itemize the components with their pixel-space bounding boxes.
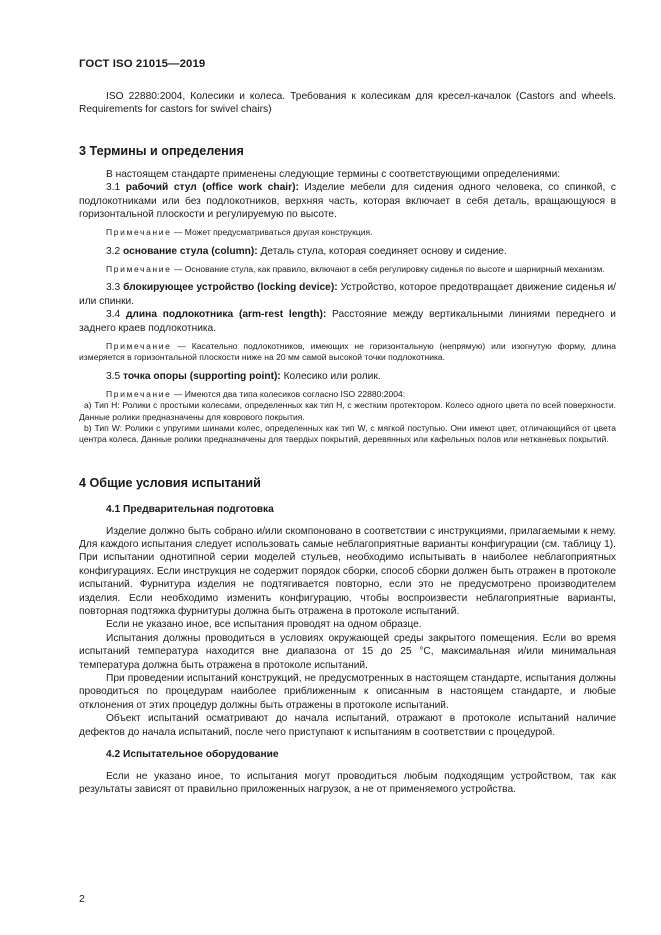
note-3-1 (79, 227, 616, 238)
document-header: ГОСТ ISO 21015—2019 (79, 58, 206, 70)
term-3-2 (79, 245, 616, 258)
term-name: рабочий стул (office work chair): (125, 182, 299, 194)
term-name: основание стула (column): (123, 245, 258, 257)
note-text: — Имеются два типа колесиков согласно ISO 22880:2004: (171, 389, 406, 400)
note-3-5 (79, 389, 616, 400)
term-name: блокирующее устройство (locking device): (123, 282, 338, 294)
note-3-2 (79, 264, 616, 275)
s41-paragraph-5: Объект испытаний осматривают до начала испытаний, отражают в протоколе испытаний наличие дефектов до начала испытаний, после чего приступают к испытаниям в соответствии с процедурой. (79, 713, 616, 738)
term-name: длина подлокотника (arm-rest length): (125, 309, 327, 321)
term-definition: Расстояние между вертикальными линиями переднего и заднего краев подлокотника. (79, 309, 616, 334)
note-text: — Касательно подлокотников, имеющих не горизонтальную (непрямую) или изогнутую форму, длина измеряется в горизонтальной плоскости ниже на 20 мм самой высокой точки подлокотника. (79, 341, 616, 363)
term-definition: Изделие мебели для сидения одного человека, со спинкой, с подлокотниками или без подлокотников, верхняя часть, которая включает в себя деталь, вращающуюся в горизонтальной плоскости и регулируемую по высоте. (79, 182, 616, 221)
note-label: Примечание (106, 264, 172, 275)
term-definition: Колесико или ролик. (280, 370, 381, 382)
term-name: точка опоры (supporting point): (123, 370, 281, 382)
section-4-title: 4 Общие условия испытаний (79, 475, 261, 490)
page-content (79, 90, 616, 797)
s41-paragraph-1: Изделие должно быть собрано и/или скомпоновано в соответствии с инструкциями, прилагаемыми к нему. Для каждого испытания следует использовать самые неблагоприятные варианты конфигурации (см. таблицу 1). При испытании однотипной серии моделей стульев, необходимо испытывать в наиболее неблагоприятных конфигурациях. Если инструкция не содержит порядок сборки, способ сборки должен быть отражен в протоколе испытаний. Фурнитура изделия не подтягивается повторно, если это не предусмотрено производителем изделия. Если необходимо изменить конфигурацию, чтобы воспроизвести неблагоприятные варианты, повторная подтяжка фурнитуры должна быть отражена в протоколе испытаний. (79, 525, 616, 617)
section-3-title: 3 Термины и определения (79, 143, 244, 158)
note-text: — Основание стула, как правило, включают в себя регулировку сиденья по высоте и шарнирный механизм. (171, 264, 605, 275)
term-number: 3.5 (106, 370, 121, 382)
s42-paragraph-1: Если не указано иное, то испытания могут проводиться любым подходящим устройством, так как результаты зависят от правильно приложенных нагрузок, а не от применяемого устройства. (79, 771, 616, 796)
section-3-intro: В настоящем стандарте применены следующие термины с соответствующими определениями: (106, 168, 561, 180)
note-label: Примечание (106, 227, 172, 238)
note-3-5-item-a: а) Тип H: Ролики с простыми колесами, определенных как тип H, с жестким протектором. Колесо одного цвета по всей поверхности. Данные ролики предназначены для коврового покрытия. (79, 400, 616, 422)
term-definition: Деталь стула, которая соединяет основу и сидение. (257, 245, 507, 257)
term-definition: Устройство, которое предотвращает движение сиденья и/или спинки. (79, 282, 616, 307)
s41-paragraph-2: Если не указано иное, все испытания проводят на одном образце. (106, 619, 422, 631)
term-3-1 (79, 181, 616, 221)
intro-paragraph: ISO 22880:2004, Колесики и колеса. Требования к колесикам для кресел-качалок (Castors and wheels. Requirements for castors for swivel chairs) (79, 91, 616, 116)
term-3-4 (79, 308, 616, 335)
subsection-4-2-title: 4.2 Испытательное оборудование (106, 749, 279, 761)
note-label: Примечание (106, 341, 172, 352)
s41-paragraph-4: При проведении испытаний конструкций, не предусмотренных в настоящем стандарте, испытания должны проводиться по процедурам наиболее приближенным к описанным в настоящем стандарте, и любые отклонения от этих процедур должны быть отражены в протоколе испытаний. (79, 673, 616, 711)
term-3-5 (79, 370, 616, 383)
term-number: 3.3 (106, 282, 121, 294)
term-3-3 (79, 281, 616, 308)
note-3-5-item-b: b) Тип W: Ролики с упругими шинами колес, определенных как тип W, с мягкой поступью. Они имеют цвет, отличающийся от цвета центра колеса. Данные ролики предназначены для твердых покрытий, деревянных или кафельных полов или нетканевых покрытий. (79, 422, 616, 445)
note-label: Примечание (106, 389, 172, 400)
term-number: 3.4 (106, 309, 121, 321)
term-number: 3.1 (106, 182, 121, 194)
subsection-4-1-title: 4.1 Предварительная подготовка (106, 503, 274, 515)
term-number: 3.2 (106, 245, 121, 257)
s41-paragraph-3: Испытания должны проводиться в условиях окружающей среды закрытого помещения. Если во время испытаний температура находится вне диапазона от 15 до 25 °С, максимальная и/или минимальная температура должна быть отражена в протоколе испытаний. (79, 632, 616, 671)
note-3-4 (79, 341, 616, 364)
page-number: 2 (79, 893, 85, 905)
note-text: — Может предусматриваться другая конструкция. (171, 227, 373, 238)
